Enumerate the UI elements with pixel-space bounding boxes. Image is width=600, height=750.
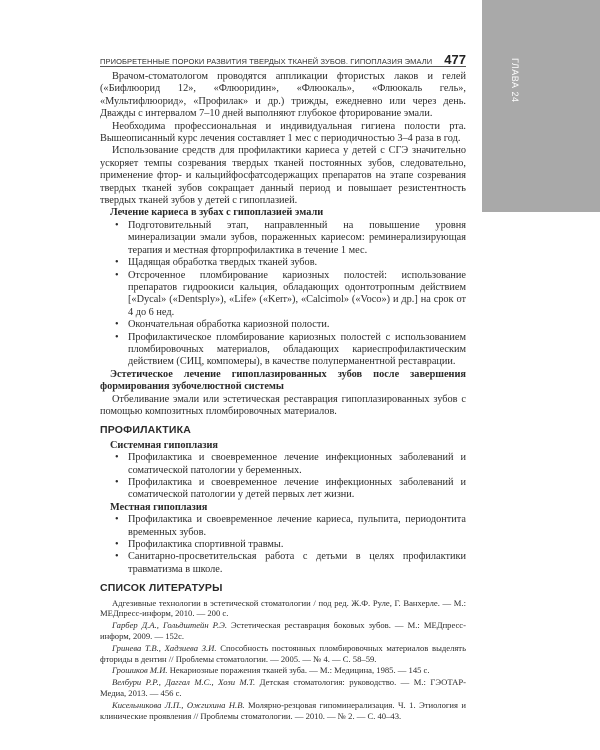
bullet-icon: •: [115, 539, 119, 551]
paragraph: Необходима профессиональная и индивидуальная гигиена полости рта. Вышеописанный курс лечения составляет 1 мес с периодичностью 3–4 раза в год.: [100, 120, 466, 145]
bullet-icon: •: [115, 477, 119, 488]
reference-author: Гринева Т.В., Хадзиева З.И.: [112, 642, 217, 653]
reference-item: [100, 643, 466, 665]
paragraph: Врачом-стоматологом проводятся аппликации фтористых лаков и гелей («Бифлюорид 12», «Флюоридин», «Флюокаль», «Флюокаль гель», «Мультифлюорид», «Профилак» и др.) трижды, ежедневно или через день. Дважды с интервалом 7–10 дней выполняют глубокое фторирование эмали.: [100, 71, 466, 120]
reference-text: Детская стоматология: руководство. — М.: ГЭОТАР-Медиа, 2013. — 456 с.: [100, 677, 466, 699]
list-item-text: Окончательная обработка кариозной полости.: [128, 319, 330, 331]
reference-item: [100, 665, 466, 676]
references-list: [100, 598, 466, 722]
caries-treatment-heading: Лечение кариеса в зубах с гипоплазией эмали: [110, 207, 324, 219]
chapter-label: ГЛАВА 24: [510, 58, 520, 103]
page-body: [100, 71, 466, 722]
list-item-text: Профилактика и своевременное лечение инфекционных заболеваний и соматической патологии у детей первых лет жизни.: [128, 477, 466, 501]
prevention-heading: ПРОФИЛАКТИКА: [100, 424, 192, 437]
systemic-hypoplasia-heading: Системная гипоплазия: [110, 439, 218, 451]
reference-text: Адгезивные технологии в эстетической стоматологии / под ред. Ж.Ф. Руле, Г. Ванхерле. — М.: МЕДпресс-информ, 2010. — 200 с.: [100, 597, 466, 619]
reference-author: Велбури Р.Р., Даггал М.С., Хози М.Т.: [112, 677, 256, 688]
list-item-text: Профилактика и своевременное лечение инфекционных заболеваний и соматической патологии у беременных.: [128, 452, 466, 476]
list-item: [110, 332, 466, 369]
chapter-side-tab: [482, 0, 600, 212]
local-prevention-list: [100, 514, 466, 576]
reference-text: Эстетическая реставрация боковых зубов. — М.: МЕДпресс-информ, 2009. — 152с.: [100, 620, 466, 642]
local-hypoplasia-heading: Местная гипоплазия: [110, 501, 208, 513]
bullet-icon: •: [115, 257, 119, 269]
list-item-text: Подготовительный этап, направленный на повышение уровня минерализации эмали зубов, пораженных кариесом: реминерализирующая терапия и местная фторпрофилактика в течение 1 мес.: [128, 219, 466, 256]
reference-author: Кисельникова Л.П., Ожгихина Н.В.: [112, 699, 245, 710]
reference-item: [100, 620, 466, 642]
reference-text: Некариозные поражения тканей зуба. — М.: Медицина, 1985. — 145 с.: [167, 665, 430, 676]
list-item-text: Профилактика и своевременное лечение кариеса, пульпита, периодонтита временных зубов.: [128, 514, 466, 538]
list-item: [110, 514, 466, 539]
bullet-icon: •: [115, 219, 119, 231]
list-item: [110, 220, 466, 257]
reference-item: [100, 677, 466, 699]
caries-treatment-list: [100, 220, 466, 369]
bullet-icon: •: [115, 514, 119, 526]
list-item: [110, 452, 466, 477]
reference-author: Грошиков М.И.: [112, 665, 168, 676]
paragraph: Отбеливание эмали или эстетическая реставрация гипоплазированных зубов с помощью композитных пломбировочных материалов.: [100, 393, 466, 417]
list-item: [110, 257, 466, 269]
list-item-text: Санитарно-просветительская работа с детьми в целях профилактики травматизма в школе.: [128, 551, 466, 575]
bullet-icon: •: [115, 269, 119, 281]
reference-item: [100, 598, 466, 620]
list-item-text: Профилактика спортивной травмы.: [128, 539, 284, 551]
bullet-icon: •: [115, 452, 119, 464]
list-item: [110, 270, 466, 320]
systemic-prevention-list: [100, 452, 466, 502]
bullet-icon: •: [115, 551, 119, 563]
list-item: [110, 539, 466, 551]
list-item: [110, 551, 466, 576]
page-number: 477: [444, 52, 466, 67]
aesthetic-treatment-heading: Эстетическое лечение гипоплазированных зубов после завершения формирования зубочелюстной системы: [100, 368, 466, 393]
running-header: [100, 52, 466, 67]
reference-text: Молярно-резцовая гипоминерализация. Ч. 1. Этиология и клинические проявления // Проблемы стоматологии. — 2010. — № 2. — С. 40–43.: [100, 699, 466, 721]
list-item-text: Профилактическое пломбирование кариозных полостей с использованием пломбировочных материалов, обладающих кариеспрофилактическим действием (СИЦ, компомеры), в качестве полуперманентной реставрации.: [128, 331, 466, 368]
reference-text: Способность постоянных пломбировочных материалов выделять фториды в дентин // Проблемы стоматологии. — 2005. — № 4. — С. 58–59.: [100, 642, 466, 664]
list-item-text: Отсроченное пломбирование кариозных полостей: использование препаратов гидроокиси кальция, обладающих одонтотропным действием [«Dycal» («Dentsply»), «Life» («Kerr»), «Calcimol» («Voco») и др.] на срок от 4 до 6 нед.: [128, 269, 466, 318]
running-title: ПРИОБРЕТЕННЫЕ ПОРОКИ РАЗВИТИЯ ТВЕРДЫХ ТКАНЕЙ ЗУБОВ. ГИПОПЛАЗИЯ ЭМАЛИ: [100, 57, 433, 66]
list-item: [110, 319, 466, 331]
paragraph: Использование средств для профилактики кариеса у детей с СГЭ значительно ускоряет темпы созревания твердых тканей постоянных зубов, следовательно, применение фтор- и кальцийфосфатсодержащих препаратов на этапе созревания твердых тканей зубов сокращает данный период и повышает резистентность твердых тканей зубов у детей с гипоплазией.: [100, 145, 466, 207]
list-item-text: Щадящая обработка твердых тканей зубов.: [128, 257, 318, 269]
bullet-icon: •: [115, 331, 119, 343]
header-rule: [100, 66, 466, 67]
reference-item: [100, 700, 466, 722]
reference-author: Гарбер Д.А., Гольдштейн Р.Э.: [112, 620, 227, 631]
bullet-icon: •: [115, 319, 119, 331]
list-item: [110, 477, 466, 502]
references-heading: СПИСОК ЛИТЕРАТУРЫ: [100, 582, 223, 595]
